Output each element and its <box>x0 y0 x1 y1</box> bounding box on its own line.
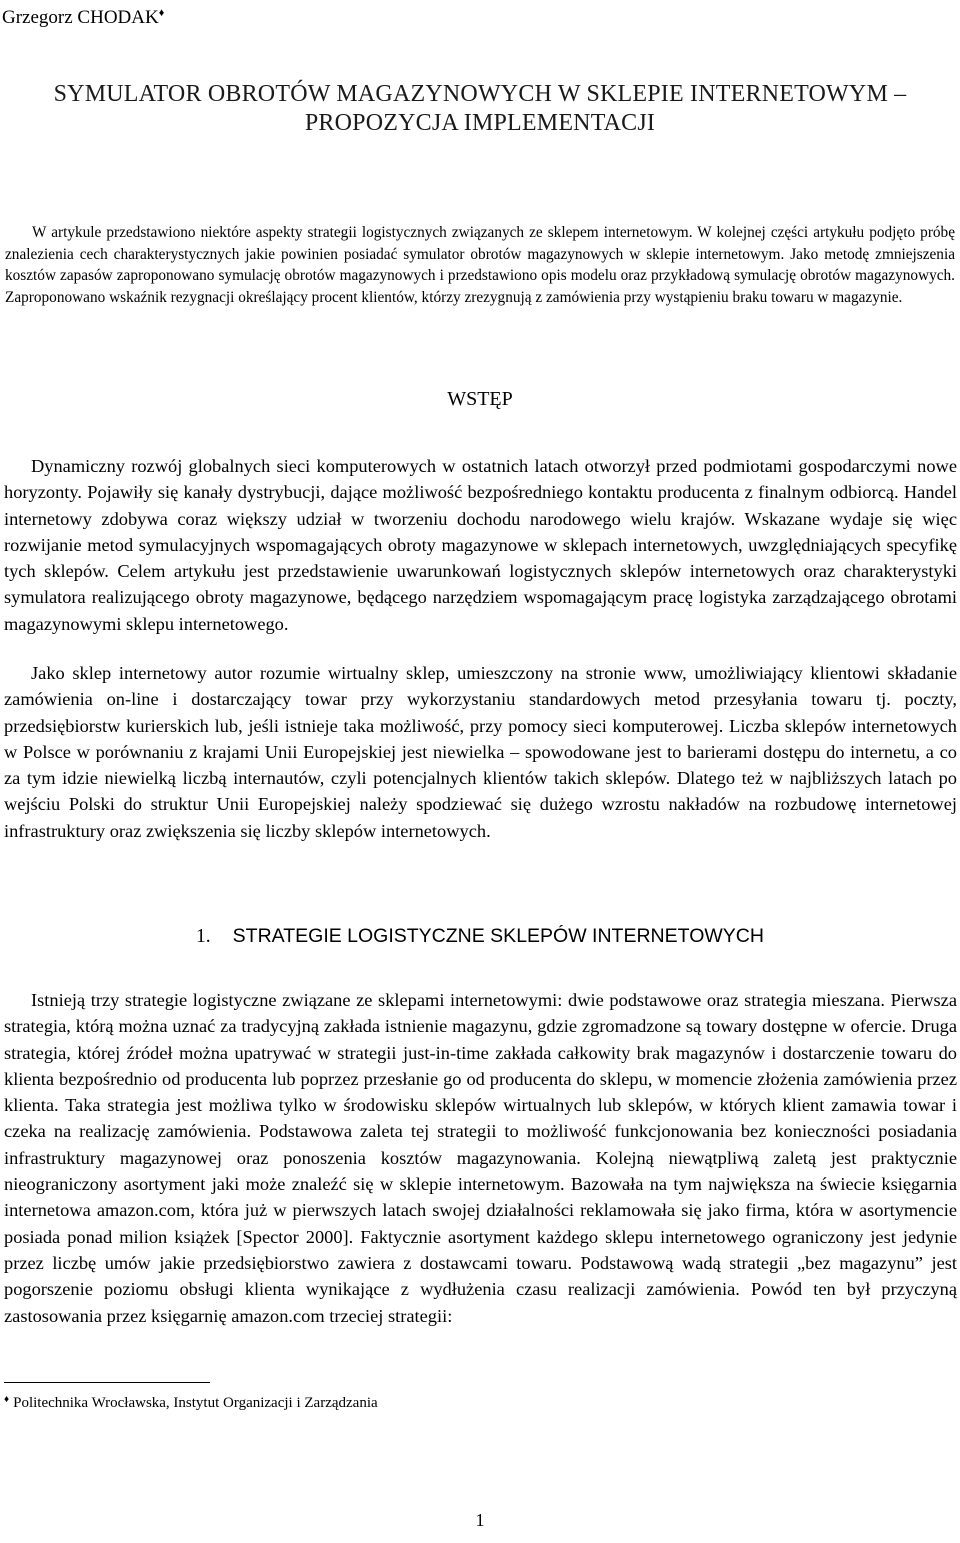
paper-title-line-2: PROPOZYCJA IMPLEMENTACJI <box>304 110 656 136</box>
section-1-title: STRATEGIE LOGISTYCZNE SKLEPÓW INTERNETOWYCH <box>232 925 764 947</box>
section-1-paragraph: Istnieją trzy strategie logistyczne związane ze sklepami internetowymi: dwie podstawowe oraz strategia mieszana. Pierwsza strategia, którą można uznać za tradycyjną zakłada istnienie magazynu, gdzie zgromadzone są towary dostępne w ofercie. Druga strategia, której źródeł można upatrywać w strategii just-in-time zakłada całkowity brak magazynów i dostarczenie towaru do klienta bezpośrednio od producenta lub poprzez przesłanie go od producenta do sklepu, w momencie złożenia zamówienia przez klienta. Taka strategia jest możliwa tylko w środowisku sklepów wirtualnych lub sklepów, w których klient zamawia towar i czeka na realizację zamówienia. Podstawowa zaleta tej strategii to możliwość funkcjonowania bez konieczności posiadania infrastruktury magazynowej oraz ponoszenia kosztów magazynowania. Kolejną niewątpliwą zaletą jest praktycznie nieograniczony asortyment jaki może znaleźć się w sklepie internetowym. Bazowała na tym największa na świecie księgarnia internetowa amazon.com, która już w pierwszych latach swojej działalności reklamowała się jako firma, która w asortymencie posiada ponad milion książek [Spector 2000]. Faktycznie asortyment każdego sklepu internetowego ograniczony jest jedynie przez liczbę umów jakie przedsiębiorstwo zawiera z dostawcami towaru. Podstawową wadą strategii „bez magazynu” jest pogorszenie poziomu obsługi klienta wynikające z wydłużenia czasu realizacji zamówienia. Powód ten był przyczyną zastosowania przez księgarnię amazon.com trzeciej strategii: <box>4 990 957 1326</box>
intro-paragraph-2: Jako sklep internetowy autor rozumie wirtualny sklep, umieszczony na stronie www, umożliwiający klientowi składanie zamówienia on-line i dostarczający towar przy wykorzystaniu standardowych metod przesyłania towaru tj. poczty, przedsiębiorstw kurierskich lub, jeśli istnieje taka możliwość, przy pomocy sieci komputerowej. Liczba sklepów internetowych w Polsce w porównaniu z krajami Unii Europejskiej jest niewielka – spowodowane jest to barierami dostępu do internetu, a co za tym idzie niewielką liczbą internautów, czyli potencjalnych klientów takich sklepów. Dlatego też w najbliższych latach po wejściu Polski do struktur Unii Europejskiej należy spodziewać się dużego wzrostu nakładów na rozbudowę internetowej infrastruktury oraz zwiększenia się liczby sklepów internetowych. <box>4 663 957 841</box>
section-1-number: 1. <box>196 926 211 947</box>
page-number: 1 <box>475 1510 485 1530</box>
footnote <box>4 1390 378 1413</box>
paper-title-line-1: SYMULATOR OBROTÓW MAGAZYNOWYCH W SKLEPIE INTERNETOWYM – <box>53 81 907 107</box>
paper-title <box>0 80 960 138</box>
footnote-mark: ♦ <box>4 1394 10 1405</box>
footnote-text: Politechnika Wrocławska, Instytut Organizacji i Zarządzania <box>13 1395 378 1411</box>
intro-heading: WSTĘP <box>447 388 513 410</box>
abstract: W artykule przedstawiono niektóre aspekty strategii logistycznych związanych ze sklepem internetowym. W kolejnej części artykułu podjęto próbę znalezienia cech charakterystycznych jakie powinien posiadać symulator obrotów magazynowych w sklepie internetowym. Jako metodę zmniejszenia kosztów zapasów zaproponowano symulację obrotów magazynowych i przedstawiono opis modelu oraz przykładową symulację obrotów magazynowych. Zaproponowano wskaźnik rezygnacji określający procent klientów, którzy zrezygnują z zamówienia przy wystąpieniu braku towaru w magazynie. <box>5 224 955 306</box>
footnote-divider <box>4 1382 210 1383</box>
author-name <box>2 2 164 29</box>
section-1-heading <box>0 924 960 949</box>
intro-paragraph-1: Dynamiczny rozwój globalnych sieci komputerowych w ostatnich latach otworzył przed podmiotami gospodarczymi nowe horyzonty. Pojawiły się kanały dystrybucji, dające możliwość bezpośredniego kontaktu producenta z finalnym odbiorcą. Handel internetowy zdobywa coraz większy udział w tworzeniu dochodu narodowego wielu krajów. Wskazane wydaje się więc rozwijanie metod symulacyjnych wspomagających obroty magazynowe w sklepach internetowych, uwzględniających specyfikę tych sklepów. Celem artykułu jest przedstawienie uwarunkowań logistycznych sklepów internetowych oraz charakterystyki symulatora realizującego obroty magazynowe, będącego narzędziem wspomagającym pracę logistyka zarządzającego obrotami magazynowymi sklepu internetowego. <box>4 456 957 634</box>
author-footnote-mark: ♦ <box>158 7 165 19</box>
author-name-text: Grzegorz CHODAK <box>2 7 159 28</box>
